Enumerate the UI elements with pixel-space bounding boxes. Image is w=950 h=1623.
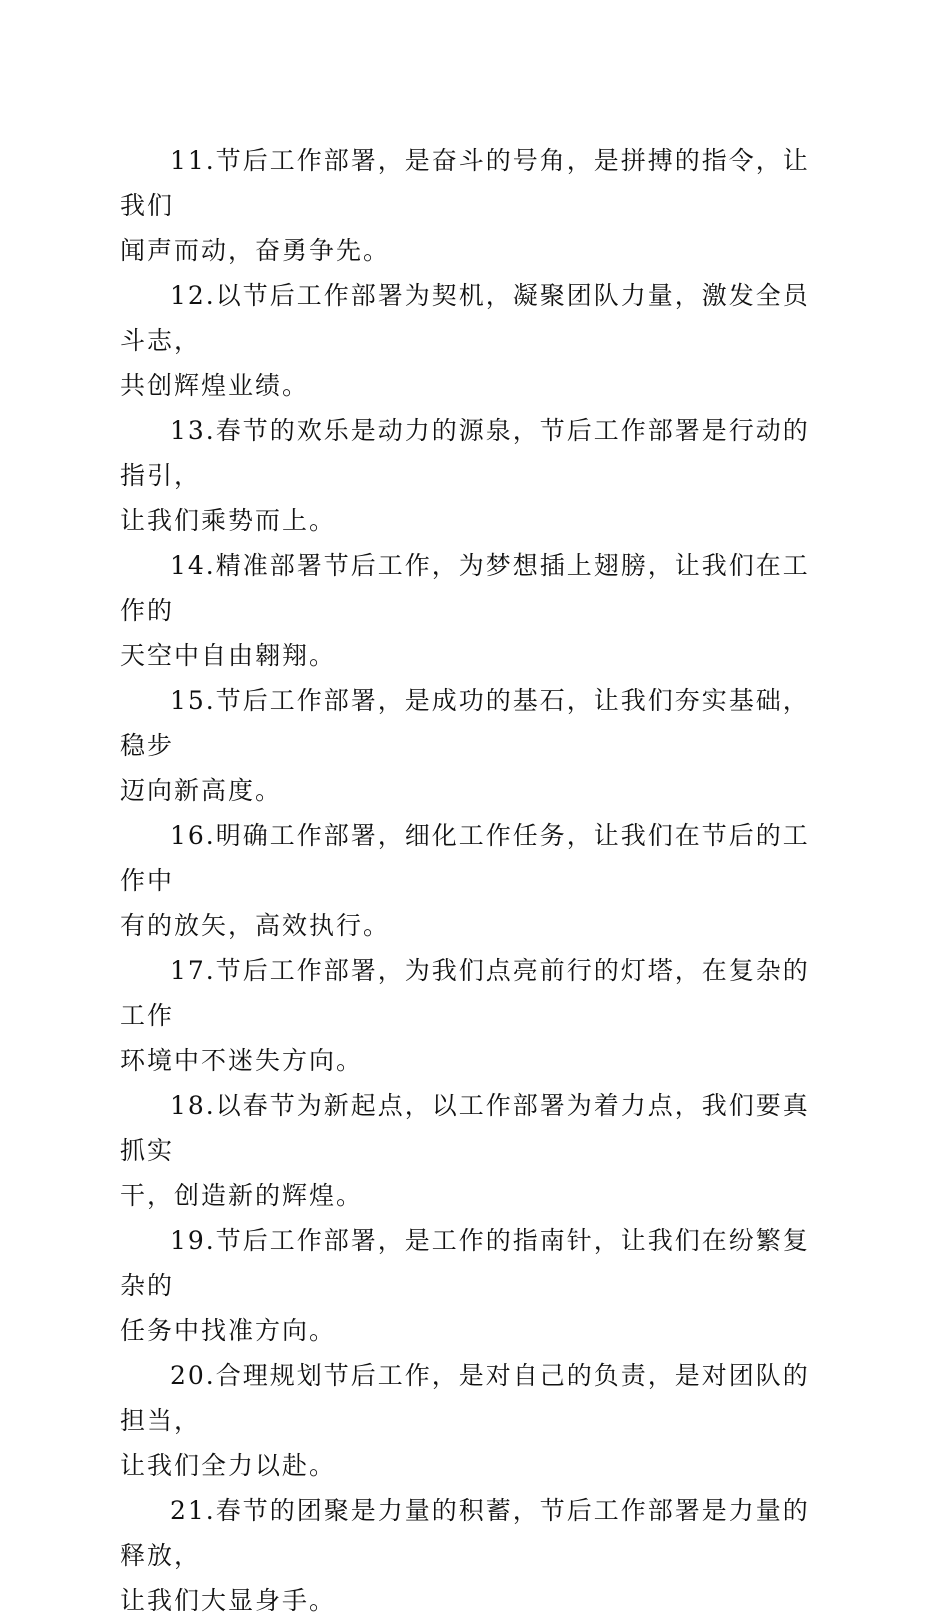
paragraph-item-21: 21.春节的团聚是力量的积蓄，节后工作部署是力量的释放， 让我们大显身手。	[120, 1496, 810, 1615]
paragraph-item-12: 12.以节后工作部署为契机，凝聚团队力量，激发全员斗志， 共创辉煌业绩。	[120, 281, 810, 400]
paragraph-item-14: 14.精准部署节后工作，为梦想插上翅膀，让我们在工作的 天空中自由翱翔。	[120, 551, 810, 670]
document-body	[120, 138, 835, 1623]
paragraph-item-11: 11.节后工作部署，是奋斗的号角，是拼搏的指令，让我们 闻声而动，奋勇争先。	[120, 146, 810, 265]
paragraph-item-16: 16.明确工作部署，细化工作任务，让我们在节后的工作中 有的放矢，高效执行。	[120, 821, 810, 940]
paragraph-item-18: 18.以春节为新起点，以工作部署为着力点，我们要真抓实 干，创造新的辉煌。	[120, 1091, 810, 1210]
paragraph-item-19: 19.节后工作部署，是工作的指南针，让我们在纷繁复杂的 任务中找准方向。	[120, 1226, 810, 1345]
paragraph-item-13: 13.春节的欢乐是动力的源泉，节后工作部署是行动的指引， 让我们乘势而上。	[120, 416, 810, 535]
paragraph-item-20: 20.合理规划节后工作，是对自己的负责，是对团队的担当， 让我们全力以赴。	[120, 1361, 810, 1480]
paragraph-item-17: 17.节后工作部署，为我们点亮前行的灯塔，在复杂的工作 环境中不迷失方向。	[120, 956, 810, 1075]
paragraph-item-15: 15.节后工作部署，是成功的基石，让我们夯实基础，稳步 迈向新高度。	[120, 686, 810, 805]
